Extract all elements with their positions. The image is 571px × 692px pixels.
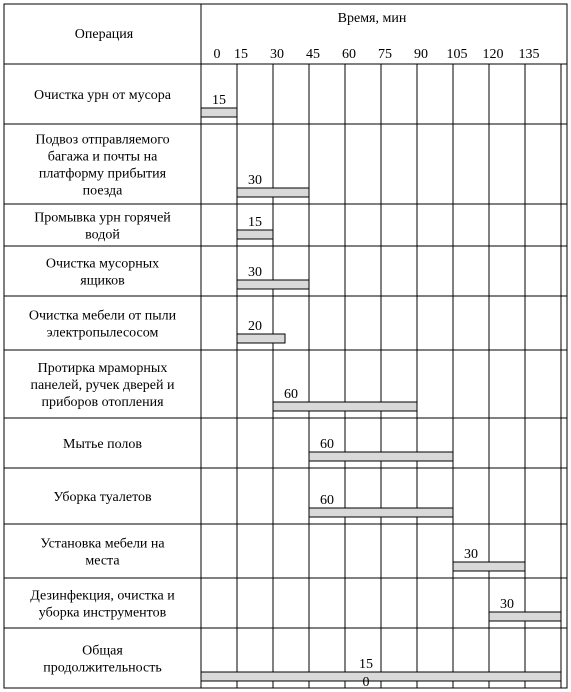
operation-label: багажа и почты на [47,149,158,165]
operation-label: ящиков [80,273,125,289]
task-row [46,257,309,290]
duration-bar [201,108,237,117]
duration-label: 15 [248,215,262,230]
duration-label: 60 [320,493,334,508]
duration-label-secondary: 0 [362,675,370,690]
task-row [29,309,285,344]
table-frame [4,4,567,688]
duration-bar [273,402,417,411]
task-row [53,490,453,517]
operation-label: приборов отопления [41,395,164,410]
x-tick-label: 75 [378,47,392,62]
operation-label: платформу прибытия [38,166,167,182]
duration-label: 15 [212,93,226,108]
operation-label: Промывка урн горячей [34,210,171,226]
duration-label: 30 [500,597,514,612]
x-tick-label: 135 [518,47,540,62]
x-tick-label: 0 [213,47,221,62]
x-tick-label: 45 [306,47,320,62]
operation-label: водой [85,227,120,243]
x-tick-label: 90 [414,47,428,62]
duration-bar [489,612,561,621]
duration-label: 60 [320,437,334,452]
duration-label: 30 [464,547,478,562]
operation-label: Подвоз отправляемого [35,132,170,148]
x-tick-label: 30 [270,47,284,62]
operation-label: электропылесосом [46,325,159,341]
x-tick-label: 60 [342,47,356,62]
duration-bar [201,672,561,681]
operation-label: Мытье полов [63,437,142,452]
operation-label: панелей, ручек дверей и [30,378,175,393]
x-axis-ticks [214,47,540,62]
time-header: Время, мин [337,11,407,26]
task-row [30,589,561,622]
duration-bar [237,280,309,289]
duration-label: 60 [284,387,298,402]
x-tick-label: 105 [446,47,468,62]
operation-label: Общая [82,643,123,659]
operation-label: Установка мебели на [40,536,165,552]
duration-label: 30 [248,173,262,188]
duration-label: 15 [359,657,373,672]
duration-bar [309,508,453,517]
operation-header: Операция [74,27,134,42]
duration-label: 30 [248,265,262,280]
table-grid [4,4,567,688]
operation-label: Очистка урн от мусора [34,88,171,103]
duration-bar [237,188,309,197]
operation-label: Дезинфекция, очистка и [30,588,175,604]
duration-bar [309,452,453,461]
task-row [63,437,453,461]
operation-label: Очистка мусорных [45,256,160,272]
operation-label: Протирка мраморных [37,361,168,376]
operation-label: Очистка мебели от пыли [28,308,177,324]
duration-bar [237,334,285,343]
operation-label: поезда [82,183,123,199]
x-tick-label: 120 [482,47,504,62]
duration-label: 20 [248,319,262,334]
operation-label: места [85,553,120,569]
operation-label: уборка инструментов [38,605,167,621]
duration-bar [237,230,273,239]
operation-label: продолжительность [43,660,162,676]
task-row [43,644,561,691]
x-tick-label: 15 [234,47,248,62]
task-row [30,361,417,411]
task-row [34,88,237,117]
operation-label: Уборка туалетов [53,490,152,505]
duration-bar [453,562,525,571]
task-rows [29,88,561,690]
task-row [35,133,309,199]
task-row [40,537,525,572]
